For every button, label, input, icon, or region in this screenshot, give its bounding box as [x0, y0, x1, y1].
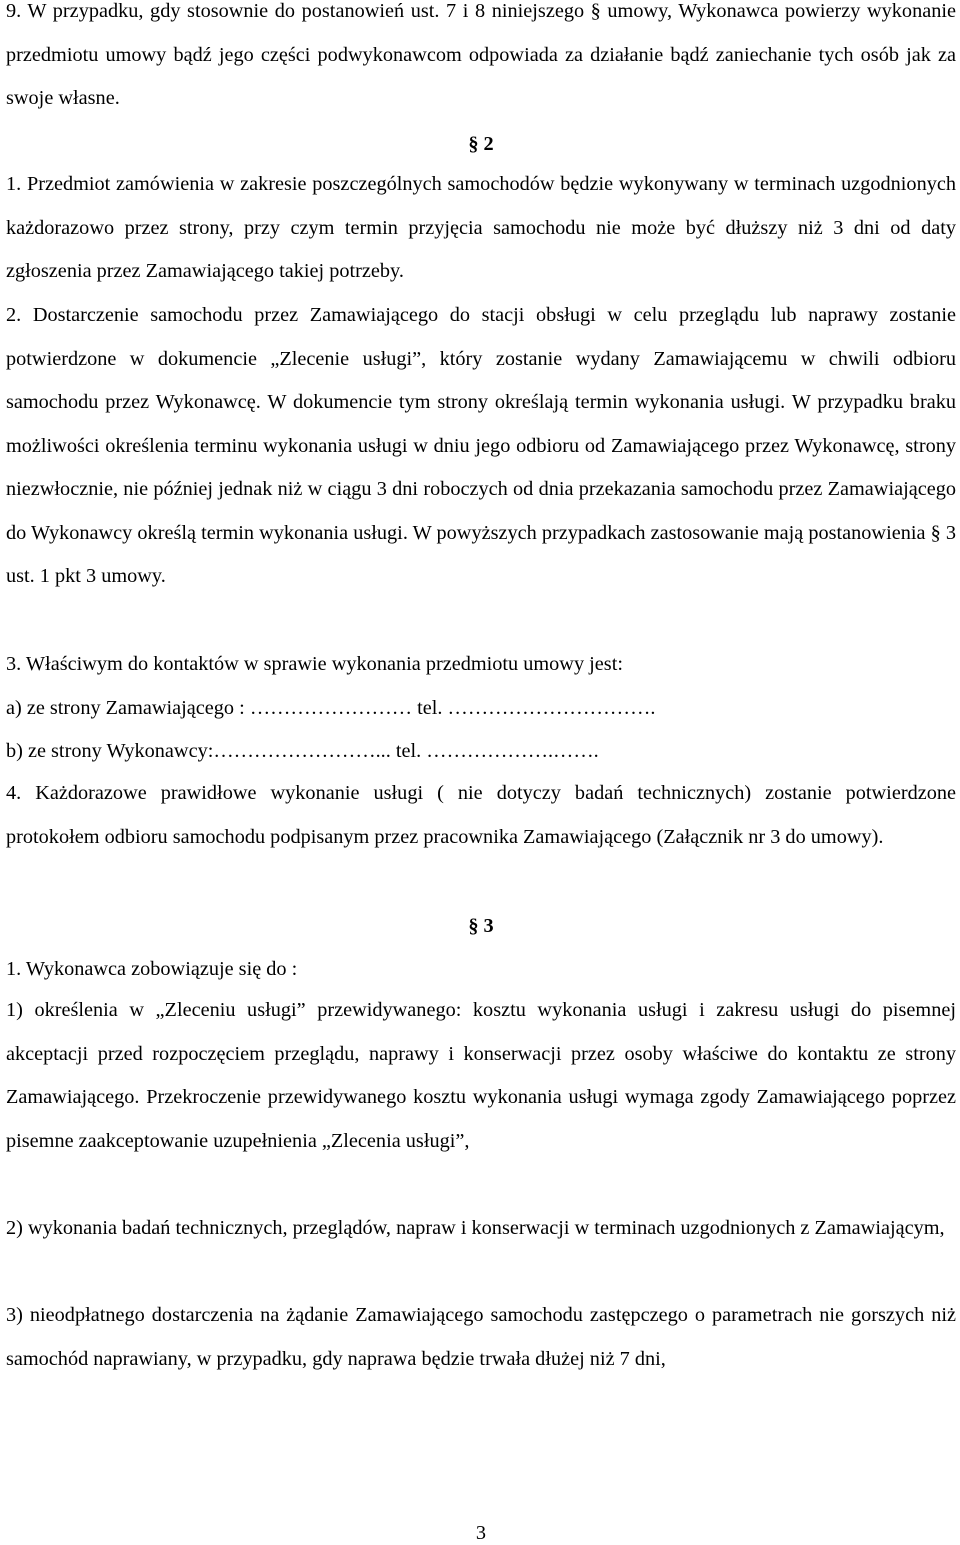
section-3-item-1: 1. Wykonawca zobowiązuje się do : — [6, 958, 298, 980]
section-2-item-4: 4. Każdorazowe prawidłowe wykonanie usługi ( nie dotyczy badań technicznych) zostanie potwierdzone protokołem odbioru samochodu podpisanym przez pracownika Zamawiającego (Załącznik nr 3 do umowy). — [6, 782, 956, 848]
section-3-point-2: 2) wykonania badań technicznych, przeglądów, napraw i konserwacji w terminach uzgodnionych z Zamawiającym, — [6, 1217, 945, 1239]
section-3-point-3: 3) nieodpłatnego dostarczenia na żądanie Zamawiającego samochodu zastępczego o parametrach nie gorszych niż samochód naprawiany, w przypadku, gdy naprawa będzie trwała dłużej niż 7 dni, — [6, 1304, 956, 1370]
contact-wykonawca: b) ze strony Wykonawcy:……………………... tel. ……………….……. — [6, 740, 599, 762]
section-3-heading: § 3 — [468, 915, 494, 937]
paragraph-9: 9. W przypadku, gdy stosownie do postanowień ust. 7 i 8 niniejszego § umowy, Wykonawca powierzy wykonanie przedmiotu umowy bądź jego części podwykonawcom odpowiada za działanie bądź zaniechanie tych osób jak za swoje własne. — [6, 0, 956, 109]
section-2-heading: § 2 — [468, 133, 494, 155]
page-number: 3 — [475, 1522, 487, 1544]
section-2-item-1: 1. Przedmiot zamówienia w zakresie poszczególnych samochodów będzie wykonywany w terminach uzgodnionych każdorazowo przez strony, przy czym termin przyjęcia samochodu nie może być dłuższy niż 3 dni od daty zgłoszenia przez Zamawiającego takiej potrzeby. — [6, 173, 956, 282]
section-2-item-2: 2. Dostarczenie samochodu przez Zamawiającego do stacji obsługi w celu przeglądu lub naprawy zostanie potwierdzone w dokumencie „Zlecenie usługi”, który zostanie wydany Zamawiającemu w chwili odbioru samochodu przez Wykonawcę. W dokumencie tym strony określają termin wykonania usługi. W przypadku braku możliwości określenia terminu wykonania usługi w dniu jego odbioru od Zamawiającego przez Wykonawcę, strony niezwłocznie, nie później jednak niż w ciągu 3 dni roboczych od dnia przekazania samochodu przez Zamawiającego do Wykonawcy określą termin wykonania usługi. W powyższych przypadkach zastosowanie mają postanowienia § 3 ust. 1 pkt 3 umowy. — [6, 304, 956, 587]
section-2-item-3: 3. Właściwym do kontaktów w sprawie wykonania przedmiotu umowy jest: — [6, 653, 623, 675]
section-3-point-1: 1) określenia w „Zleceniu usługi” przewidywanego: kosztu wykonania usługi i zakresu usługi do pisemnej akceptacji przed rozpoczęciem przeglądu, naprawy i konserwacji przez osoby właściwe do kontaktu ze strony Zamawiającego. Przekroczenie przewidywanego kosztu wykonania usługi wymaga zgody Zamawiającego poprzez pisemne zaakceptowanie uzupełnienia „Zlecenia usługi”, — [6, 999, 956, 1152]
contact-zamawiajacy: a) ze strony Zamawiającego : …………………… tel. …………………………. — [6, 697, 656, 719]
